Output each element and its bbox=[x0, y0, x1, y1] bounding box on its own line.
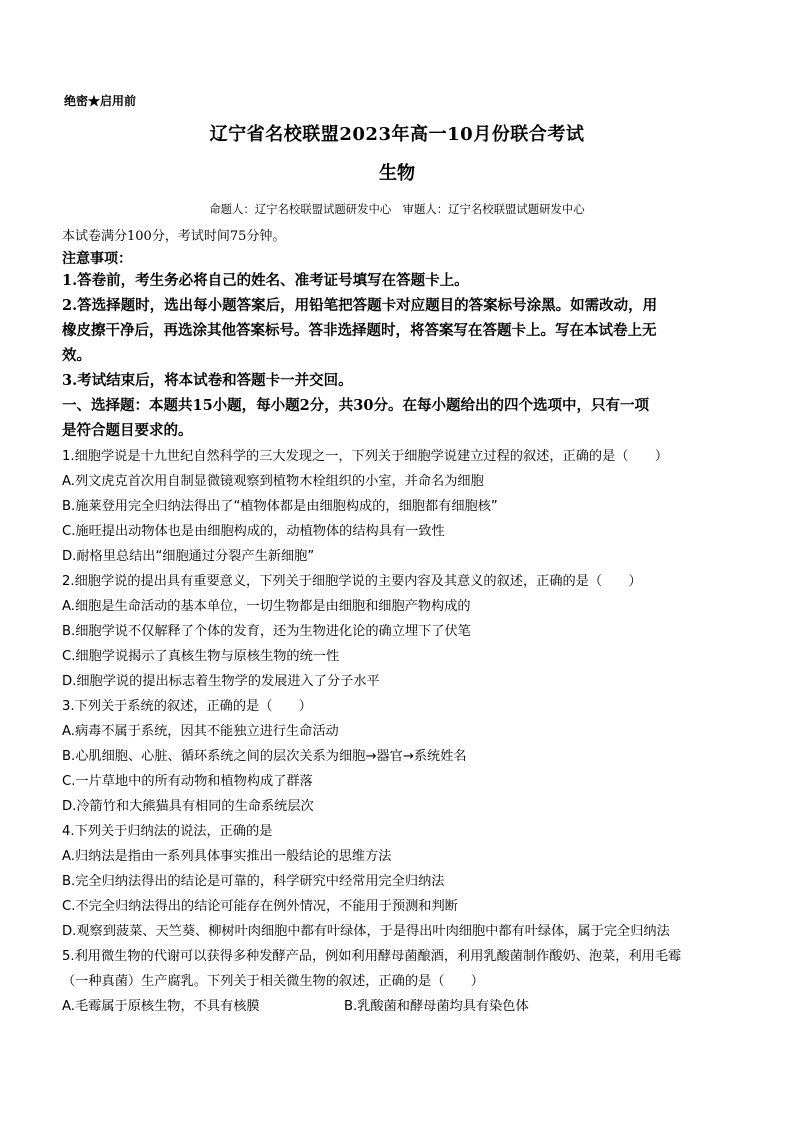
question-3-option-c: C.一片草地中的所有动物和植物构成了群落 bbox=[62, 774, 313, 789]
notice-item-1: 1.答卷前，考生务必将自己的姓名、准考证号填写在答题卡上。 bbox=[62, 272, 469, 289]
notice-heading: 注意事项： bbox=[62, 251, 132, 267]
question-1-option-d: D.耐格里总结出“细胞通过分裂产生新细胞” bbox=[62, 549, 315, 564]
section-heading-line-1: 一、选择题：本题共15小题，每小题2分，共30分。在每小题给出的四个选项中，只有一项 bbox=[62, 397, 649, 414]
question-5-option-b: B.乳酸菌和酵母菌均具有染色体 bbox=[344, 999, 529, 1014]
question-4-option-a: A.归纳法是指由一系列具体事实推出一般结论的思维方法 bbox=[62, 849, 392, 864]
notice-item-3: 3.考试结束后，将本试卷和答题卡一并交回。 bbox=[62, 372, 353, 389]
question-5-stem-line-1: 5.利用微生物的代谢可以获得多种发酵产品，例如利用酵母菌酿酒，利用乳酸菌制作酸奶、泡菜，利用毛霉 bbox=[62, 949, 682, 964]
question-5-option-a: A.毛霉属于原核生物，不具有核膜 bbox=[62, 999, 260, 1014]
authors-line: 命题人：辽宁名校联盟试题研发中心 审题人：辽宁名校联盟试题研发中心 bbox=[209, 202, 585, 216]
section-heading-line-2: 是符合题目要求的。 bbox=[62, 422, 193, 439]
question-4-option-d: D.观察到菠菜、天竺葵、柳树叶肉细胞中都有叶绿体，于是得出叶肉细胞中都有叶绿体，属于完全归纳法 bbox=[62, 924, 670, 939]
question-5-stem-line-2: （一种真菌）生产腐乳。下列关于相关微生物的叙述，正确的是（ ） bbox=[62, 974, 484, 989]
subject-title: 生物 bbox=[378, 163, 416, 184]
question-4-option-b: B.完全归纳法得出的结论是可靠的，科学研究中经常用完全归纳法 bbox=[62, 874, 445, 889]
notice-item-2-line-3: 效。 bbox=[62, 347, 91, 364]
question-3-stem: 3.下列关于系统的叙述，正确的是（ ） bbox=[62, 699, 312, 714]
question-1-stem: 1.细胞学说是十九世纪自然科学的三大发现之一，下列关于细胞学说建立过程的叙述，正确的是（ ） bbox=[62, 449, 669, 464]
question-1-option-b: B.施莱登用完全归纳法得出了“植物体都是由细胞构成的，细胞都有细胞核” bbox=[62, 499, 498, 514]
question-2-option-a: A.细胞是生命活动的基本单位，一切生物都是由细胞和细胞产物构成的 bbox=[62, 599, 471, 614]
question-2-option-c: C.细胞学说揭示了真核生物与原核生物的统一性 bbox=[62, 649, 340, 664]
question-1-option-a: A.列文虎克首次用自制显微镜观察到植物木栓组织的小室，并命名为细胞 bbox=[62, 474, 484, 489]
question-2-stem: 2.细胞学说的提出具有重要意义，下列关于细胞学说的主要内容及其意义的叙述，正确的是（ ） bbox=[62, 574, 642, 589]
secret-label: 绝密★启用前 bbox=[64, 94, 137, 108]
question-2-option-b: B.细胞学说不仅解释了个体的发育，还为生物进化论的确立埋下了伏笔 bbox=[62, 624, 471, 639]
question-3-option-a: A.病毒不属于系统，因其不能独立进行生命活动 bbox=[62, 724, 339, 739]
exam-info: 本试卷满分100分，考试时间75分钟。 bbox=[62, 229, 286, 244]
notice-item-2-line-1: 2.答选择题时，选出每小题答案后，用铅笔把答题卡对应题目的答案标号涂黑。如需改动，用 bbox=[62, 297, 658, 314]
question-4-stem: 4.下列关于归纳法的说法，正确的是 bbox=[62, 824, 273, 839]
exam-title: 辽宁省名校联盟2023年高一10月份联合考试 bbox=[209, 124, 585, 145]
question-4-option-c: C.不完全归纳法得出的结论可能存在例外情况，不能用于预测和判断 bbox=[62, 899, 458, 914]
notice-item-2-line-2: 橡皮擦干净后，再选涂其他答案标号。答非选择题时，将答案写在答题卡上。写在本试卷上无 bbox=[62, 322, 657, 339]
question-3-option-b: B.心肌细胞、心脏、循环系统之间的层次关系为细胞→器官→系统姓名 bbox=[62, 749, 467, 764]
question-1-option-c: C.施旺提出动物体也是由细胞构成的，动植物体的结构具有一致性 bbox=[62, 524, 445, 539]
question-2-option-d: D.细胞学说的提出标志着生物学的发展进入了分子水平 bbox=[62, 674, 380, 689]
question-3-option-d: D.冷箭竹和大熊猫具有相同的生命系统层次 bbox=[62, 799, 314, 814]
